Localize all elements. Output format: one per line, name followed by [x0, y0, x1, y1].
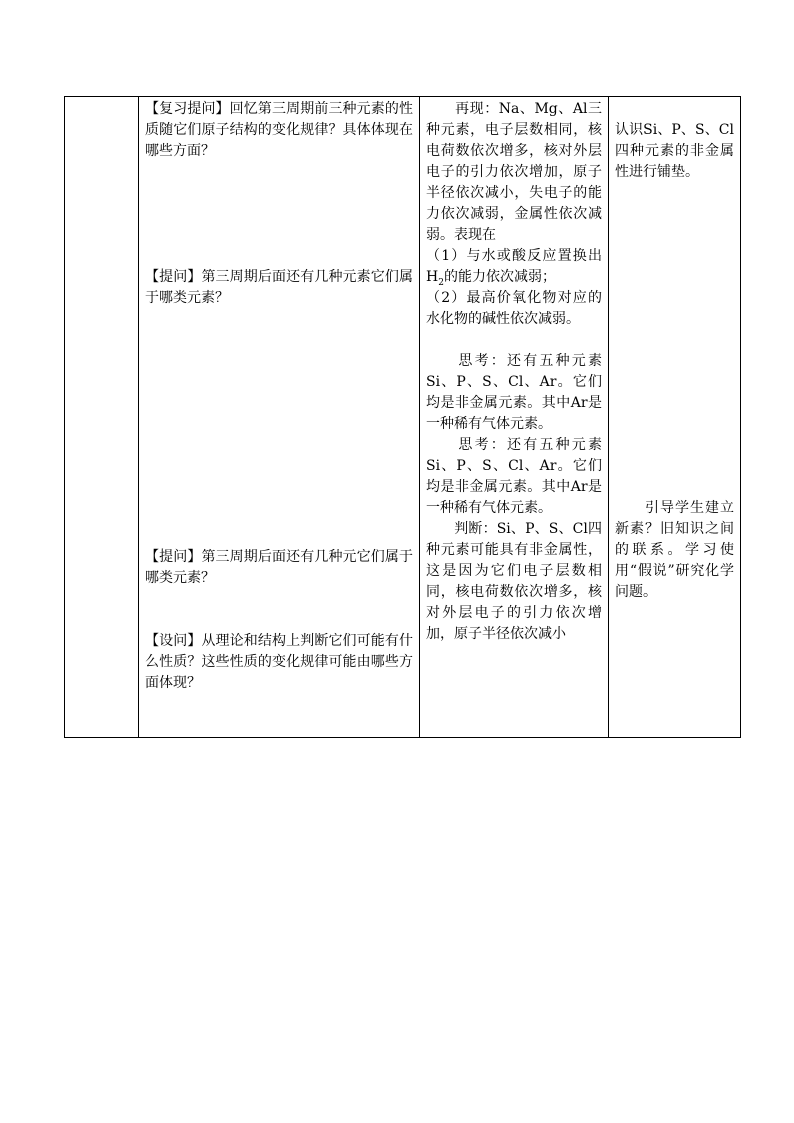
recall-point-1-text: （1）与水或酸反应置换出H — [426, 248, 602, 285]
student-activity-cell — [420, 97, 609, 738]
stage-cell — [65, 97, 139, 738]
teacher-activity-cell — [139, 97, 420, 738]
subscript-2: 2 — [438, 277, 444, 288]
think-text-2: 思考：还有五种元素Si、P、S、Cl、Ar。它们均是非金属元素。其中Ar是一种稀有气体元素。 — [426, 437, 602, 516]
recall-point-1 — [426, 246, 602, 288]
purpose-text-1: 认识Si、P、S、Cl四种元素的非金属性进行铺垫。 — [615, 122, 734, 180]
lesson-plan-table — [64, 96, 741, 738]
purpose-text-2: 引导学生建立新素？旧知识之间的联系。学习使用“假说”研究化学问题。 — [615, 500, 734, 600]
review-question-text: 【复习提问】回忆第三周期前三种元素的性质随它们原子结构的变化规律？具体体现在哪些方面？ — [145, 101, 413, 159]
hypothesis-question-text: 【设问】从理论和结构上判断它们可能有什么性质？这些性质的变化规律可能由哪些方面体现？ — [145, 633, 413, 691]
judge-text: 判断：Si、P、S、Cl四种元素可能具有非金属性，这是因为它们电子层数相同，核电荷数依次增多，核对外层电子的引力依次增加，原子半径依次减小 — [426, 521, 602, 642]
table-row — [65, 97, 741, 738]
question-text-1: 【提问】第三周期后面还有几种元素它们属于哪类元素？ — [145, 269, 413, 306]
recall-point-2: （2）最高价氧化物对应的水化物的碱性依次减弱。 — [426, 290, 602, 327]
recall-point-1-end: 的能力依次减弱； — [443, 269, 556, 285]
think-text-1: 思考：还有五种元素Si、P、S、Cl、Ar。它们均是非金属元素。其中Ar是一种稀有气体元素。 — [426, 353, 602, 432]
question-text-2: 【提问】第三周期后面还有几种元它们属于哪类元素？ — [145, 549, 413, 586]
design-intent-cell — [609, 97, 741, 738]
recall-text: 再现：Na、Mg、Al三种元素，电子层数相同，核电荷数依次增多，核对外层电子的引力依次增加，原子半径依次减小，失电子的能力依次减弱，金属性依次减弱。表现在 — [426, 101, 602, 243]
